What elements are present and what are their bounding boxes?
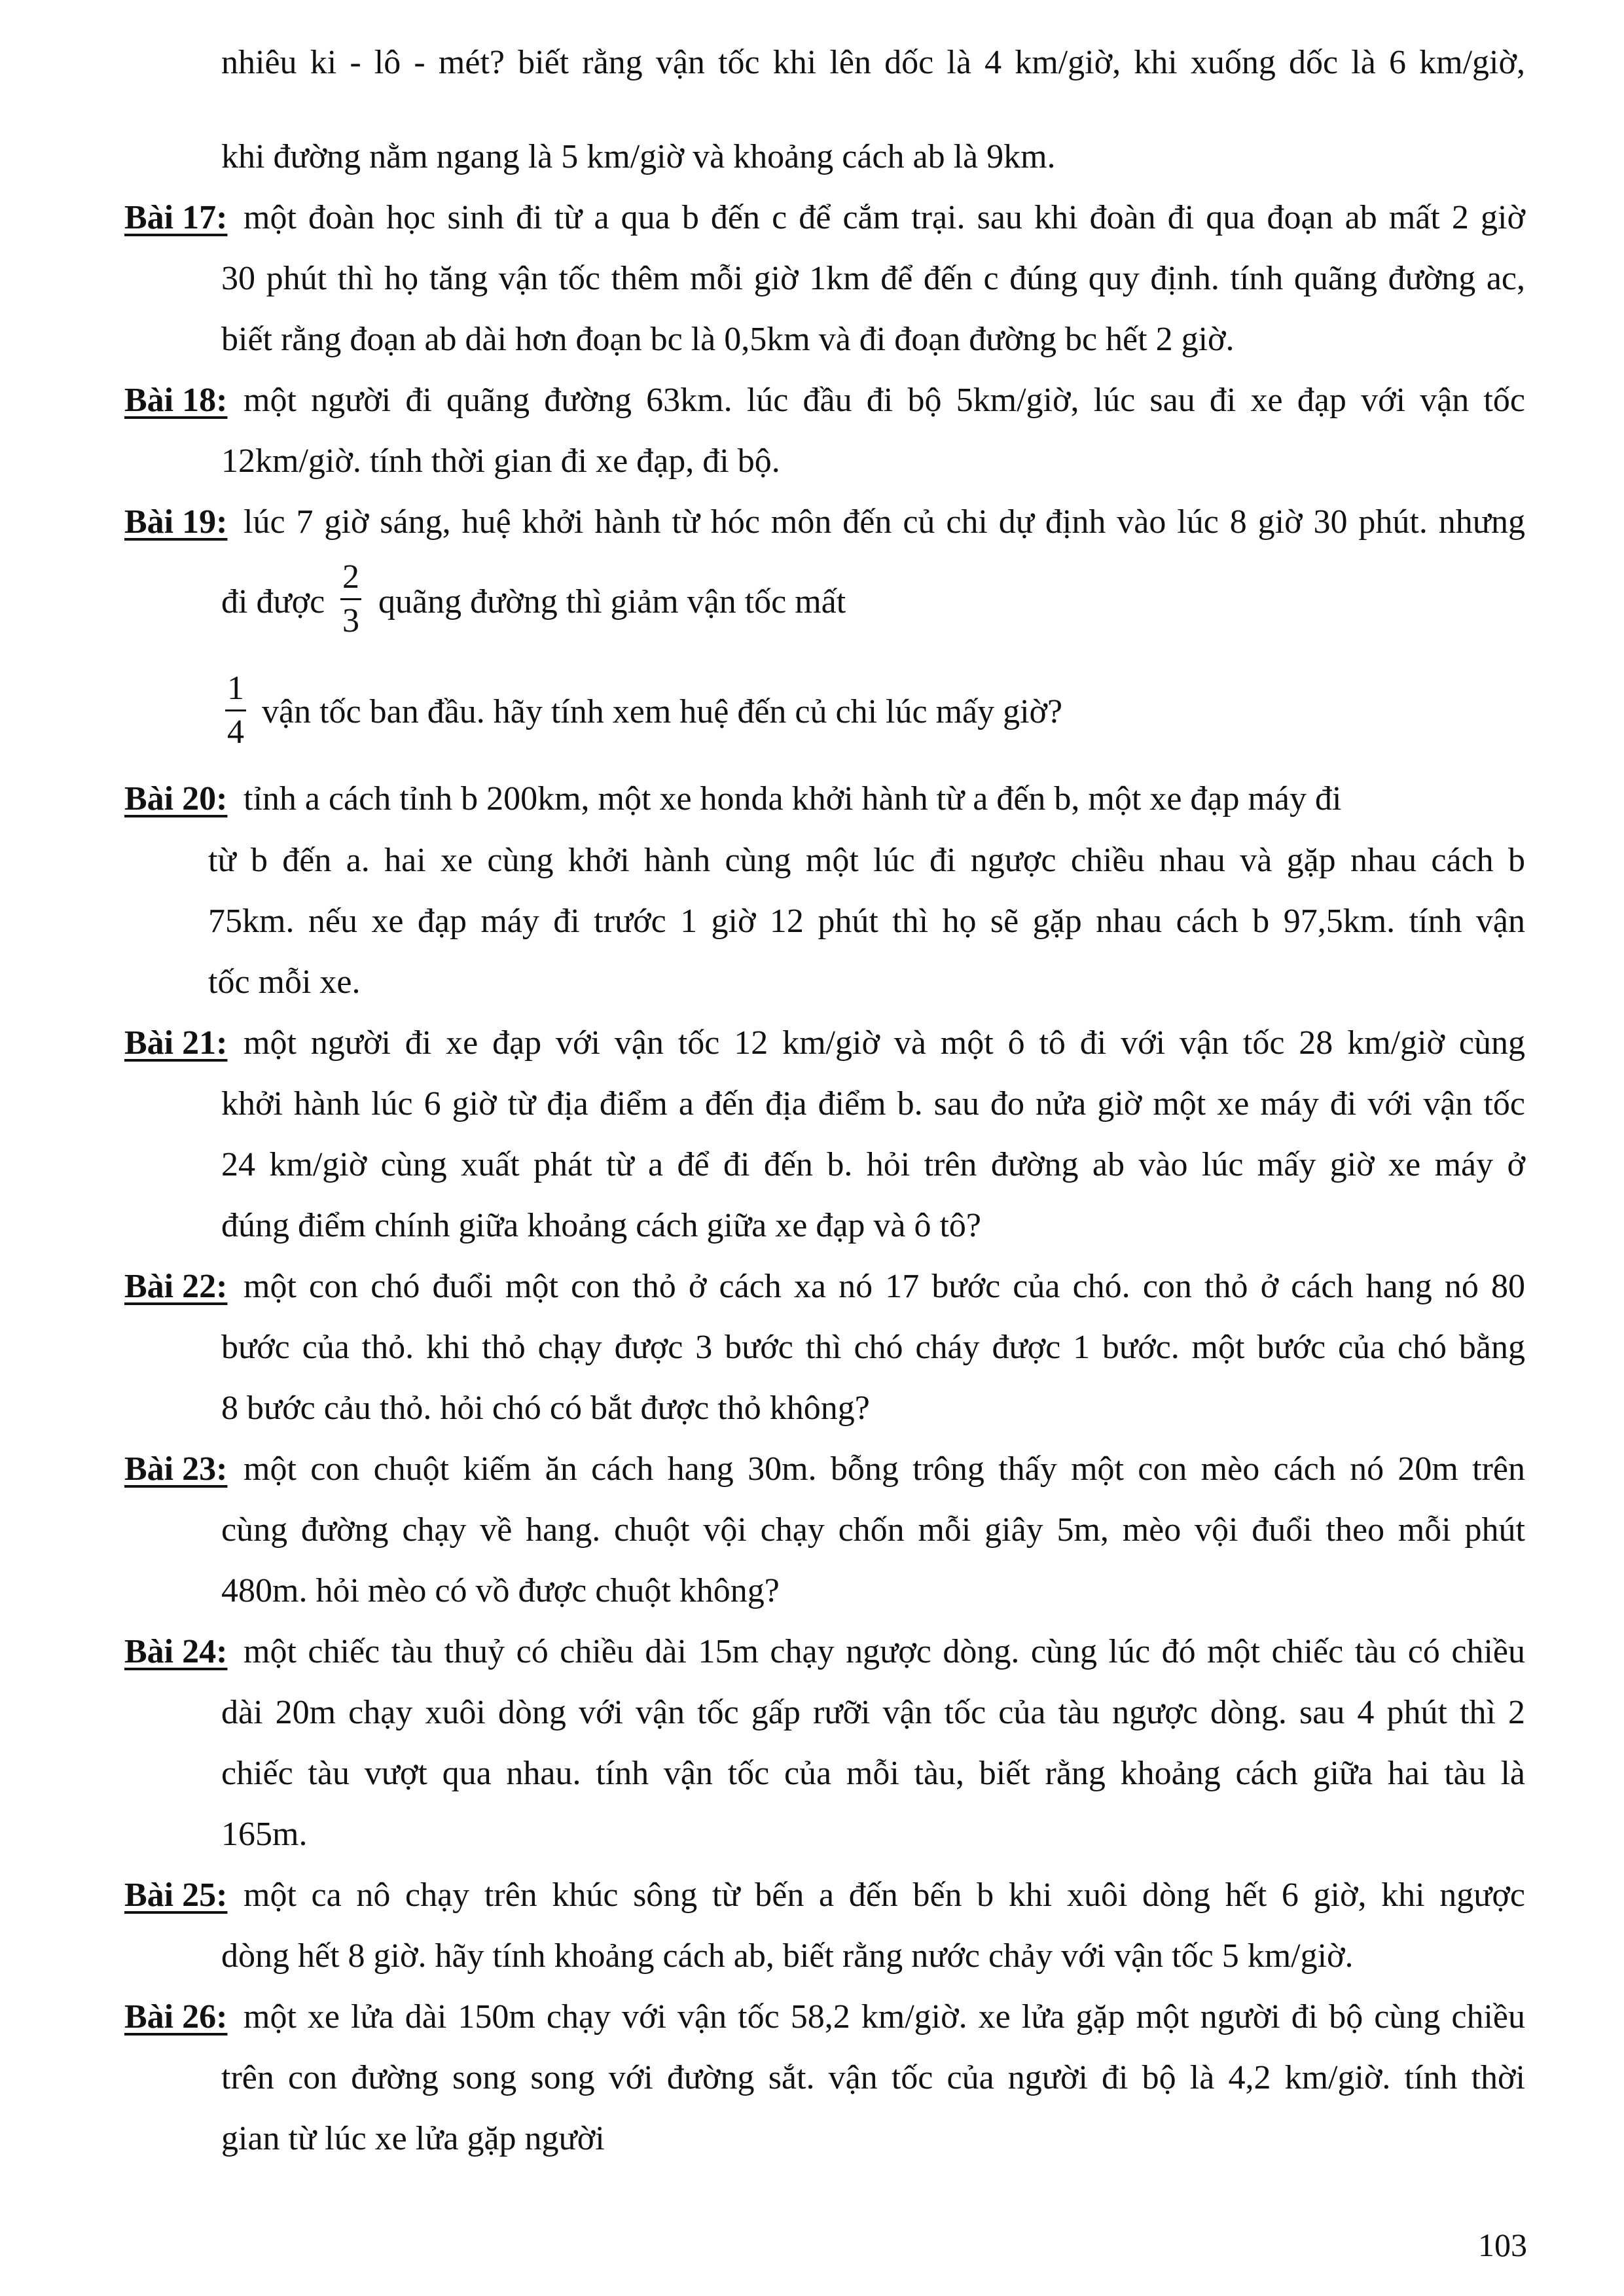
exercise-label-17: Bài 17: [124, 199, 228, 236]
text-line: chiếc tàu vượt qua nhau. tính vận tốc của mỗi tàu, biết rằng khoảng cách giữa hai tàu là [221, 1755, 1525, 1792]
text-line: một ca nô chạy trên khúc sông từ bến a đến bến b khi xuôi dòng hết 6 giờ, khi ngược [244, 1876, 1525, 1914]
text-line: một con chuột kiếm ăn cách hang 30m. bỗng trông thấy một con mèo cách nó 20m trên [244, 1450, 1525, 1488]
text-line: một con chó đuổi một con thỏ ở cách xa nó 17 bước của chó. con thỏ ở cách hang nó 80 [244, 1268, 1525, 1305]
exercise-label-18: Bài 18: [124, 382, 228, 419]
exercise-label-25: Bài 25: [124, 1876, 228, 1914]
text-line: nhiêu ki - lô - mét? biết rằng vận tốc khi lên dốc là 4 km/giờ, khi xuống dốc là 6 km/giờ, [221, 44, 1525, 81]
text-line: khi đường nằm ngang là 5 km/giờ và khoảng cách ab là 9km. [221, 138, 1056, 175]
text-line: tốc mỗi xe. [208, 963, 361, 1001]
text-line: một người đi xe đạp với vận tốc 12 km/giờ và một ô tô đi với vận tốc 28 km/giờ cùng [244, 1024, 1525, 1062]
fraction-denominator: 4 [227, 713, 244, 751]
text-line: đúng điểm chính giữa khoảng cách giữa xe đạp và ô tô? [221, 1207, 982, 1244]
text-line: 165m. [221, 1816, 308, 1853]
exercise-label-24: Bài 24: [124, 1633, 228, 1670]
text-line: một đoàn học sinh đi từ a qua b đến c để cắm trại. sau khi đoàn đi qua đoạn ab mất 2 giờ [244, 199, 1525, 236]
exercise-label-26: Bài 26: [124, 1998, 228, 2036]
fraction-bar [225, 709, 246, 711]
fraction-two-thirds [338, 560, 364, 638]
page-number: 103 [1478, 2227, 1527, 2263]
fraction-numerator: 1 [227, 670, 244, 707]
exercise-label-19: Bài 19: [124, 503, 228, 541]
text-line: dòng hết 8 giờ. hãy tính khoảng cách ab, biết rằng nước chảy với vận tốc 5 km/giờ. [221, 1937, 1354, 1975]
exercise-label-22: Bài 22: [124, 1268, 228, 1305]
text-line: biết rằng đoạn ab dài hơn đoạn bc là 0,5km và đi đoạn đường bc hết 2 giờ. [221, 321, 1235, 358]
text-line: dài 20m chạy xuôi dòng với vận tốc gấp rưỡi vận tốc của tàu ngược dòng. sau 4 phút thì 2 [221, 1694, 1525, 1731]
text-line: 75km. nếu xe đạp máy đi trước 1 giờ 12 phút thì họ sẽ gặp nhau cách b 97,5km. tính vận [208, 903, 1525, 940]
text-line: 30 phút thì họ tăng vận tốc thêm mỗi giờ 1km để đến c đúng quy định. tính quãng đường ac, [221, 260, 1525, 297]
text-line: 24 km/giờ cùng xuất phát từ a để đi đến b. hỏi trên đường ab vào lúc mấy giờ xe máy ở [221, 1146, 1525, 1183]
fraction-one-quarter [223, 672, 249, 749]
exercise-label-23: Bài 23: [124, 1450, 228, 1488]
text-line: 8 bước cảu thỏ. hỏi chó có bắt được thỏ không? [221, 1390, 870, 1427]
text-line: lúc 7 giờ sáng, huệ khởi hành từ hóc môn đến củ chi dự định vào lúc 8 giờ 30 phút. nhưng [244, 503, 1525, 541]
text-line: trên con đường song song với đường sắt. vận tốc của người đi bộ là 4,2 km/giờ. tính thời [221, 2059, 1525, 2096]
text-line: tỉnh a cách tỉnh b 200km, một xe honda khởi hành từ a đến b, một xe đạp máy đi [244, 780, 1342, 817]
text-line: quãng đường thì giảm vận tốc mất [378, 583, 846, 620]
text-line: khởi hành lúc 6 giờ từ địa điểm a đến địa điểm b. sau đo nửa giờ một xe máy đi với vận tốc [221, 1085, 1525, 1122]
text-line: vận tốc ban đầu. hãy tính xem huệ đến củ chi lúc mấy giờ? [262, 693, 1063, 730]
text-line: gian từ lúc xe lửa gặp người [221, 2120, 605, 2157]
fraction-bar [340, 598, 361, 600]
text-line: đi được [221, 583, 325, 620]
text-line: một chiếc tàu thuỷ có chiều dài 15m chạy ngược dòng. cùng lúc đó một chiếc tàu có chiều [244, 1633, 1525, 1670]
text-line: một xe lửa dài 150m chạy với vận tốc 58,2 km/giờ. xe lửa gặp một người đi bộ cùng chiều [244, 1998, 1525, 2036]
exercise-label-21: Bài 21: [124, 1024, 228, 1062]
text-line: 12km/giờ. tính thời gian đi xe đạp, đi bộ. [221, 442, 780, 480]
exercise-label-20: Bài 20: [124, 780, 228, 817]
fraction-denominator: 3 [342, 602, 359, 639]
text-line: cùng đường chạy về hang. chuột vội chạy chốn mỗi giây 5m, mèo vội đuổi theo mỗi phút [221, 1511, 1525, 1549]
text-line: 480m. hỏi mèo có vồ được chuột không? [221, 1572, 780, 1609]
text-line: bước của thỏ. khi thỏ chạy được 3 bước thì chó cháy được 1 bước. một bước của chó bằng [221, 1329, 1525, 1366]
text-line: một người đi quãng đường 63km. lúc đầu đi bộ 5km/giờ, lúc sau đi xe đạp với vận tốc [244, 382, 1525, 419]
fraction-numerator: 2 [342, 558, 359, 596]
text-line: từ b đến a. hai xe cùng khởi hành cùng một lúc đi ngược chiều nhau và gặp nhau cách b [208, 842, 1525, 879]
